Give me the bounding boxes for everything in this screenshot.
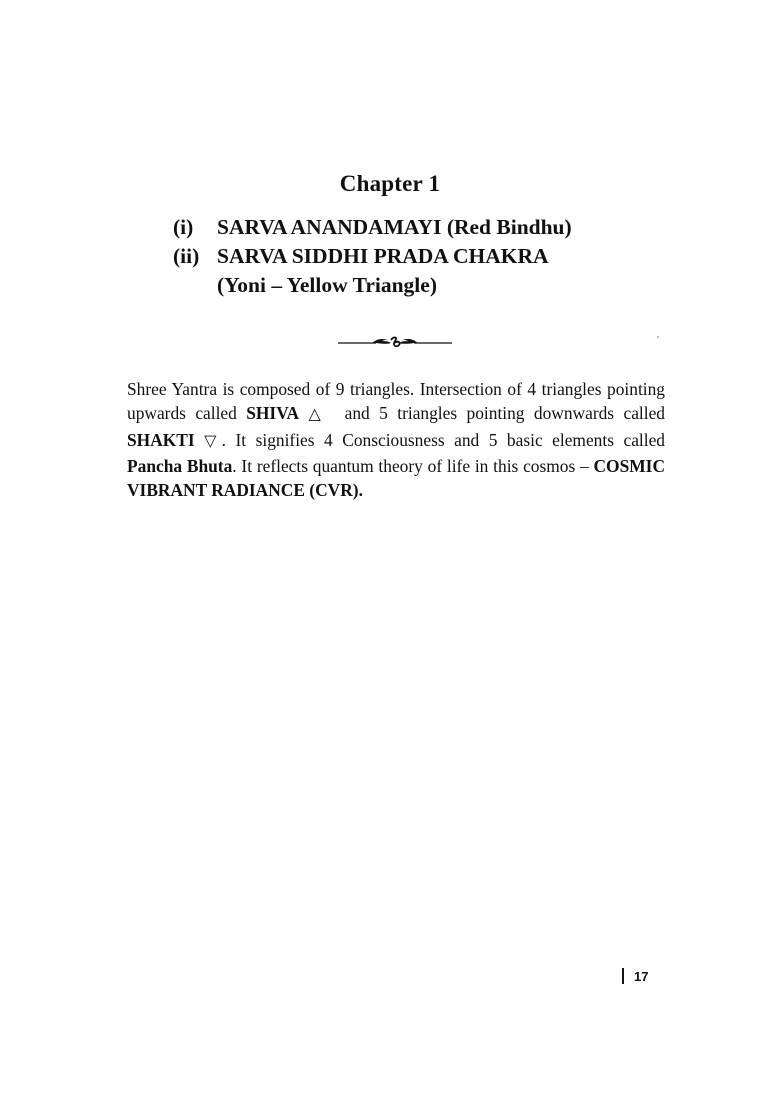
heading-yoni-yellow-triangle [217,273,437,298]
heading-text: SARVA SIDDHI PRADA CHAKRA [217,244,549,268]
body-paragraph: Shree Yantra is composed of 9 triangles. Intersection of 4 triangles pointing upwards called SHIVA △ and 5 triangles pointing downwards called SHAKTI ▽. It signifies 4 Consciousness and 5 basic elements called Pancha Bhuta. It reflects quantum theory of life in this cosmos – COSMIC VIBRANT RADIANCE (CVR). [127,379,665,501]
down-triangle-icon: ▽ [204,432,222,450]
term-cvr: COSMIC VIBRANT RADIANCE (CVR) [127,455,665,501]
term-pancha-bhuta: Pancha Bhuta [127,455,233,476]
heading-sarva-anandamayi [173,215,572,240]
heading-text: SARVA ANANDAMAYI (Red Bindhu) [217,215,572,239]
page-number: 17 [622,968,648,984]
heading-number: (ii) [173,244,200,268]
page-number-divider [622,968,624,984]
term-shakti: SHAKTI [127,429,195,450]
up-triangle-icon: △ [308,406,326,424]
term-shiva: SHIVA [246,403,300,424]
heading-number: (i) [173,215,194,239]
chapter-title: Chapter 1 [339,171,441,196]
scan-speck [657,336,659,338]
flourish-divider-icon [336,332,454,350]
heading-text: (Yoni – Yellow Triangle) [217,273,437,297]
heading-sarva-siddhi-prada-chakra [173,244,549,269]
